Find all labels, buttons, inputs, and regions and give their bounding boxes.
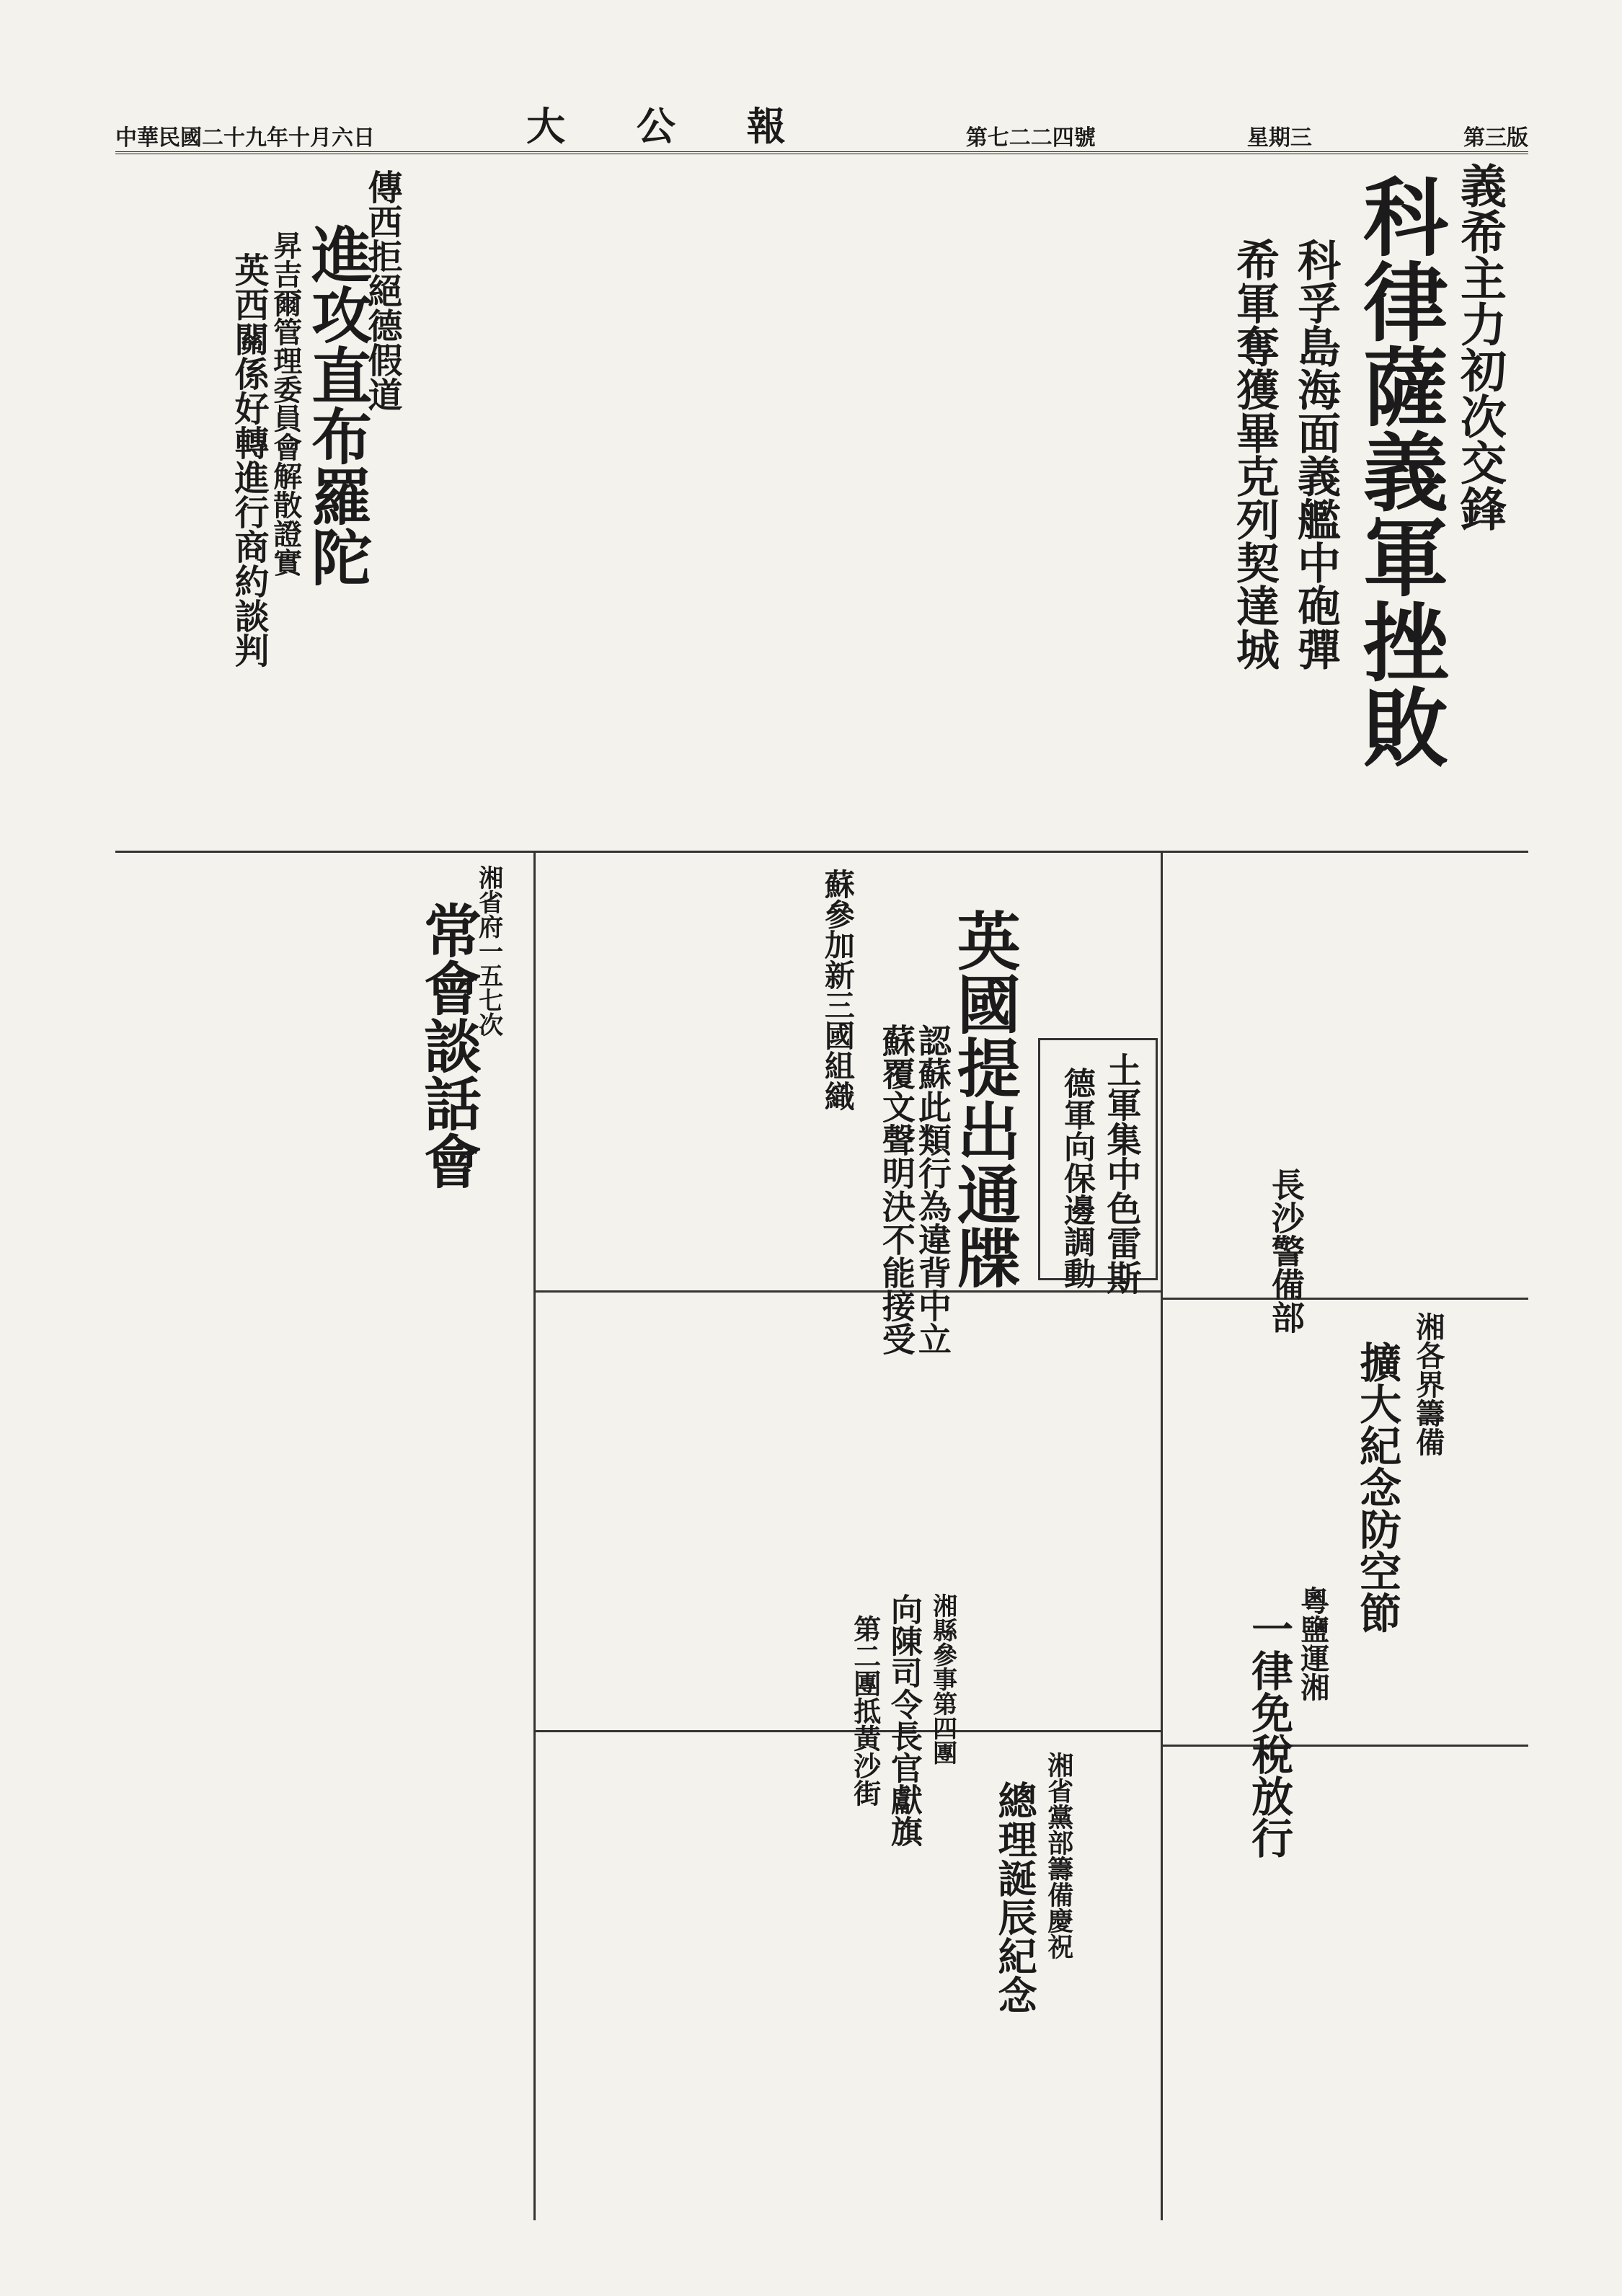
middle-story-kicker: 蘇參加新三國組織 (820, 869, 856, 1111)
banner-gift-kicker: 湘縣參事第四團 (928, 1593, 957, 1765)
salt-headline: 一律免稅放行 (1244, 1608, 1294, 1858)
middle-story-subhead: 認蘇此類行為違背中立 (913, 1024, 952, 1355)
left-story-subhead: 昇吉爾管理委員會解散證實 (268, 231, 303, 577)
hunan-story-headline: 常會談話會 (414, 901, 482, 1189)
changsha-headline: 長沙警備部 (1266, 1168, 1306, 1334)
top-story-subhead2: 希軍奪獲畢克列契達城 (1229, 238, 1280, 670)
top-story-subhead: 科孚島海面義艦中砲彈 (1290, 238, 1341, 670)
left-story-kicker: 傳西拒絕德假道 (361, 169, 402, 412)
rule (1161, 1745, 1528, 1747)
middle-story-headline: 英國提出通牒 (947, 908, 1022, 1289)
masthead-page: 第三版 (1463, 125, 1528, 151)
middle-story-subhead2: 蘇覆文聲明決不能接受 (877, 1024, 916, 1355)
rule (1161, 851, 1163, 2220)
party-headline: 總理誕辰紀念 (992, 1781, 1039, 2014)
hunan-story-kicker: 湘省府一五七次 (474, 865, 503, 1037)
rule (115, 851, 1528, 853)
paper-name: 大 公 報 (526, 103, 815, 149)
left-story-subhead2: 英西關係好轉進行商約談判 (228, 252, 269, 668)
rule (533, 1290, 1161, 1293)
air-defense-headline: 擴大紀念防空節 (1352, 1341, 1402, 1634)
garrison-subhead: 德軍向保邊調動 (1058, 1067, 1095, 1289)
top-story-kicker: 義希主力初次交鋒 (1453, 162, 1507, 531)
rule (1161, 1298, 1528, 1300)
rule (533, 851, 536, 2220)
air-defense-kicker: 湘各界籌備 (1411, 1312, 1445, 1456)
top-story-headline: 科律薩義軍挫敗 (1349, 173, 1449, 768)
left-story-headline: 進攻直布羅陀 (301, 223, 373, 587)
rule (533, 1730, 1161, 1732)
garrison-headline: 土軍集中色雷斯 (1100, 1052, 1141, 1295)
masthead (115, 103, 1528, 154)
salt-kicker: 粵鹽運湘 (1295, 1586, 1330, 1701)
banner-gift-subhead: 第二團抵黃沙街 (848, 1615, 882, 1807)
masthead-issue: 第七二二四號 (965, 125, 1096, 151)
banner-gift-headline: 向陳司令長官獻旗 (885, 1593, 922, 1847)
masthead-weekday: 星期三 (1246, 125, 1312, 151)
masthead-date: 中華民國二十九年十月六日 (115, 125, 375, 151)
party-kicker: 湘省黨部籌備慶祝 (1043, 1752, 1074, 1959)
